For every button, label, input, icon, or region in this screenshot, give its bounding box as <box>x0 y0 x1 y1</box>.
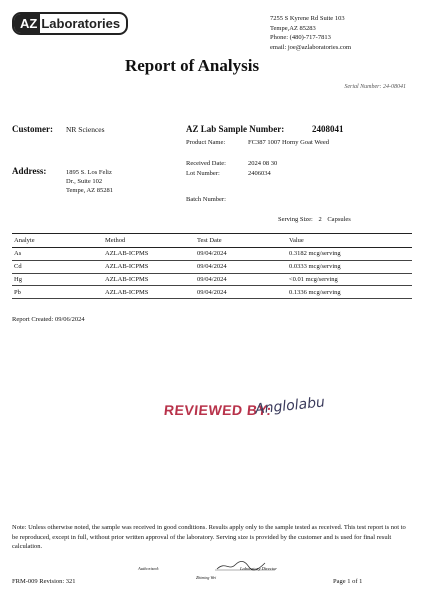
serving-size <box>278 216 351 223</box>
results-table <box>12 233 412 299</box>
cell-test-date: 09/04/2024 <box>197 275 227 283</box>
lab-email: email: joe@azlaboratories.com <box>270 43 352 51</box>
cell-method: AZLAB-ICPMS <box>105 288 149 296</box>
cell-value: 0.1336 mcg/serving <box>289 288 341 296</box>
signer-name: Zhiming Wei <box>196 575 217 580</box>
lab-address-line: Tempe,AZ 85283 <box>270 24 316 32</box>
serial-number: Serial Number: 24-08041 <box>344 84 406 90</box>
cell-value: 0.0333 mcg/serving <box>289 263 341 271</box>
customer-name: NR Sciences <box>66 125 105 134</box>
logo-laboratories: Laboratories <box>41 16 121 31</box>
lab-address <box>270 14 351 52</box>
product-name-label: Product Name: <box>186 139 226 146</box>
cell-value: 0.3182 mcg/serving <box>289 250 341 258</box>
sample-number-label: AZ Lab Sample Number: <box>186 124 285 134</box>
received-date-label: Received Date: <box>186 160 226 167</box>
table-header-row <box>12 233 412 248</box>
lab-address-line: 7255 S Kyrene Rd Suite 103 <box>270 15 345 22</box>
disclaimer-note: Note: Unless otherwise noted, the sample was received in good conditions. Results apply only to the sample tested as received. This test report is not to be reproduced, except in full, without prior written approval of the laboratory. Serving size is provided by the customer and is used for final result calculation. <box>12 524 406 550</box>
table-row <box>12 261 412 274</box>
customer-address-line: 1895 S. Los Feliz <box>66 169 112 176</box>
lab-phone: Phone: (480)-717-7813 <box>270 34 331 41</box>
cell-test-date: 09/04/2024 <box>197 263 227 271</box>
cell-method: AZLAB-ICPMS <box>105 275 149 283</box>
customer-address-line: Dr., Suite 102 <box>66 178 103 185</box>
cell-analyte: As <box>14 250 22 258</box>
report-created: Report Created: 09/06/2024 <box>12 316 85 323</box>
customer-label: Customer: <box>12 124 53 134</box>
authorized-label: Authorized: <box>138 566 160 571</box>
column-header: Test Date <box>197 237 222 244</box>
reviewed-by-stamp: REVIEWED BY: <box>163 402 273 418</box>
sample-number: 2408041 <box>312 124 344 134</box>
serving-size-unit: Capsules <box>327 216 351 223</box>
customer-address <box>66 168 113 195</box>
table-row <box>12 274 412 287</box>
product-name: FC387 1007 Horny Goat Weed <box>248 139 329 146</box>
signer-title: Laboratory Director <box>240 566 277 571</box>
company-logo <box>12 12 128 35</box>
column-header: Analyte <box>14 237 35 244</box>
form-revision: FRM-009 Revision: 321 <box>12 578 76 585</box>
cell-analyte: Cd <box>14 263 22 271</box>
cell-value: <0.01 mcg/serving <box>289 275 338 283</box>
cell-test-date: 09/04/2024 <box>197 250 227 258</box>
column-header: Method <box>105 237 126 244</box>
batch-number-label: Batch Number: <box>186 196 226 203</box>
cell-method: AZLAB-ICPMS <box>105 250 149 258</box>
customer-address-line: Tempe, AZ 85281 <box>66 187 114 194</box>
lot-number-label: Lot Number: <box>186 170 220 177</box>
report-title: Report of Analysis <box>124 56 260 75</box>
lot-number: 2406034 <box>248 170 271 177</box>
cell-test-date: 09/04/2024 <box>197 288 227 296</box>
logo-az: AZ <box>14 14 40 33</box>
cell-method: AZLAB-ICPMS <box>105 263 149 271</box>
column-header: Value <box>289 237 304 244</box>
table-row <box>12 248 412 261</box>
serving-size-value: 2 <box>318 216 322 223</box>
address-label: Address: <box>12 166 47 176</box>
table-row <box>12 286 412 299</box>
page-number: Page 1 of 1 <box>333 578 363 585</box>
reviewer-signature: Anglolabu <box>254 394 326 418</box>
cell-analyte: Pb <box>14 288 21 296</box>
received-date: 2024 08 30 <box>248 160 278 167</box>
cell-analyte: Hg <box>14 275 22 283</box>
serving-size-label: Serving Size: <box>278 216 313 223</box>
